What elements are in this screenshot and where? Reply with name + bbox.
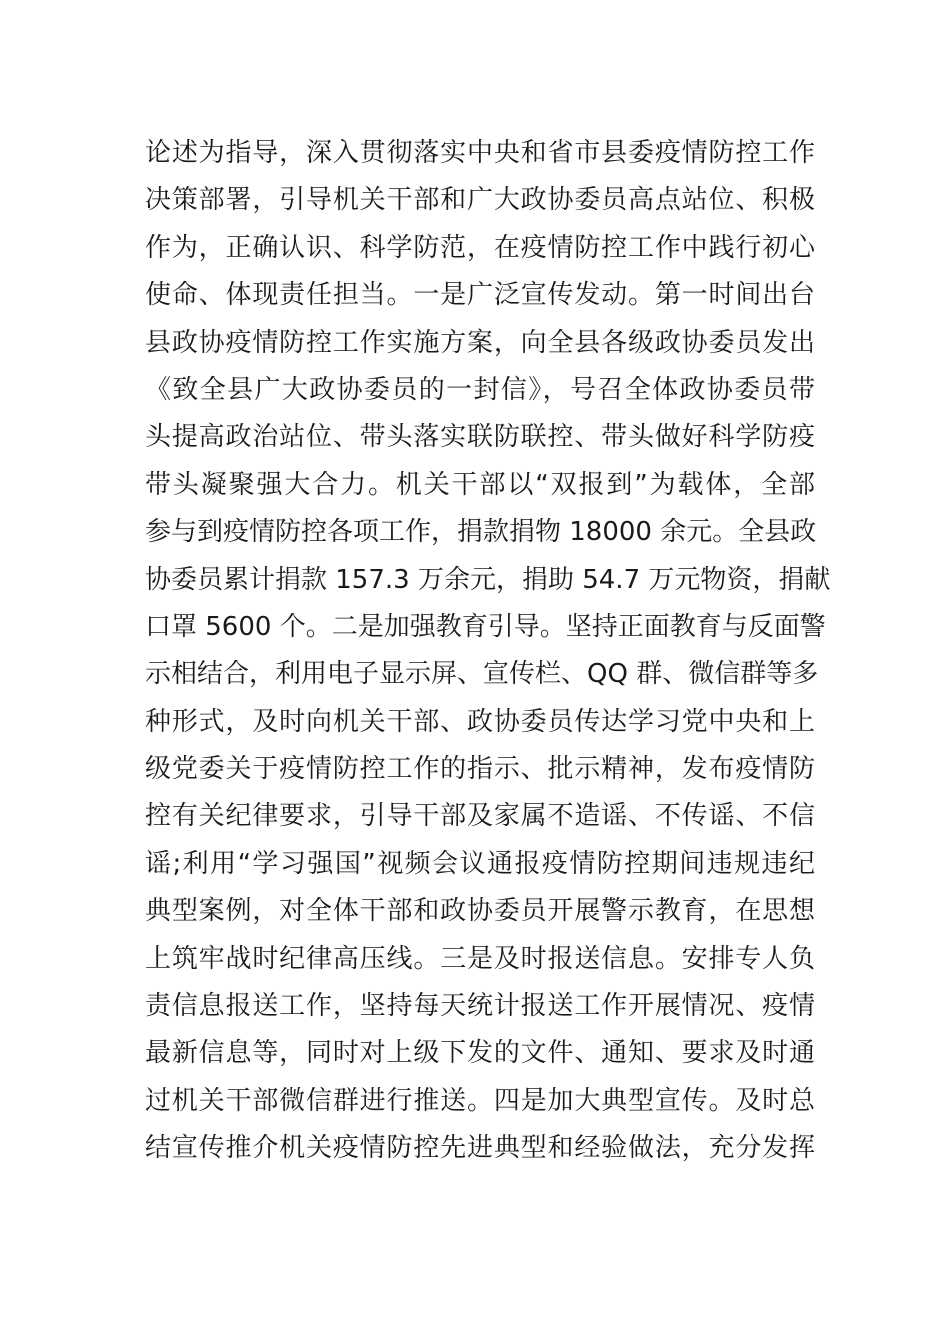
text-line: 使命、体现责任担当。一是广泛宣传发动。第一时间出台 <box>145 280 815 311</box>
text-line: 上筑牢战时纪律高压线。三是及时报送信息。安排专人负 <box>145 943 815 974</box>
text-line: 口罩 5600 个。二是加强教育引导。坚持正面教育与反面警 <box>145 611 826 642</box>
text-line: 带头凝聚强大合力。机关干部以“双报到”为载体，全部 <box>145 469 815 500</box>
text-line: 决策部署，引导机关干部和广大政协委员高点站位、积极 <box>145 185 815 216</box>
text-line: 过机关干部微信群进行推送。四是加大典型宣传。及时总 <box>145 1085 815 1116</box>
text-line: 结宣传推介机关疫情防控先进典型和经验做法，充分发挥 <box>145 1133 815 1164</box>
text-line: 头提高政治站位、带头落实联防联控、带头做好科学防疫 <box>145 422 815 453</box>
text-line: 种形式，及时向机关干部、政协委员传达学习党中央和上 <box>145 706 815 737</box>
text-line: 论述为指导，深入贯彻落实中央和省市县委疫情防控工作 <box>145 138 815 168</box>
text-line: 级党委关于疫情防控工作的指示、批示精神，发布疫情防 <box>145 754 815 785</box>
text-line: 示相结合，利用电子显示屏、宣传栏、QQ 群、微信群等多 <box>145 659 819 690</box>
body-paragraph <box>145 130 831 1173</box>
text-line: 《致全县广大政协委员的一封信》，号召全体政协委员带 <box>145 374 815 405</box>
text-line: 最新信息等，同时对上级下发的文件、通知、要求及时通 <box>145 1038 815 1069</box>
text-line: 责信息报送工作，坚持每天统计报送工作开展情况、疫情 <box>145 991 815 1022</box>
text-line: 协委员累计捐款 157.3 万余元，捐助 54.7 万元物资，捐献 <box>145 564 831 595</box>
text-line: 谣;利用“学习强国”视频会议通报疫情防控期间违规违纪 <box>145 848 815 879</box>
text-line: 县政协疫情防控工作实施方案，向全县各级政协委员发出 <box>145 327 815 358</box>
text-line: 典型案例，对全体干部和政协委员开展警示教育，在思想 <box>145 896 815 927</box>
text-line: 参与到疫情防控各项工作，捐款捐物 18000 余元。全县政 <box>145 517 817 548</box>
text-line: 控有关纪律要求，引导干部及家属不造谣、不传谣、不信 <box>145 801 815 832</box>
text-line: 作为，正确认识、科学防范，在疫情防控工作中践行初心 <box>145 232 815 263</box>
